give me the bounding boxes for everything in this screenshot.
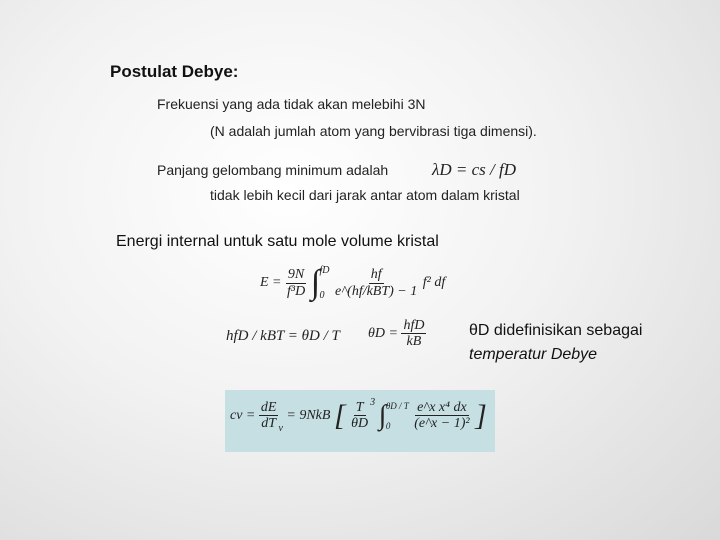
theta-den: kB bbox=[406, 334, 422, 350]
energy-coef-den: f³D bbox=[287, 283, 306, 299]
heading: Postulat Debye: bbox=[110, 62, 239, 81]
cv-integrand-num: e^x x⁴ dx bbox=[417, 399, 467, 415]
energy-coef-num: 9N bbox=[287, 267, 305, 283]
energy-equation bbox=[260, 265, 445, 301]
theta-num: hfD bbox=[403, 318, 425, 333]
cv-t-num: T bbox=[355, 399, 364, 415]
energy-lhs: E = bbox=[260, 275, 282, 291]
integral-sign-icon: ∫ bbox=[310, 264, 321, 301]
theta-lhs: θD = bbox=[368, 326, 398, 342]
cv-mid: = 9NkB bbox=[286, 408, 331, 423]
cv-derivative bbox=[259, 400, 279, 432]
postulate-line-1: Frekuensi yang ada tidak akan melebihi 3N bbox=[157, 96, 426, 112]
cv-dT: dT bbox=[261, 416, 277, 432]
energy-coef bbox=[285, 267, 307, 299]
cv-dE: dE bbox=[260, 399, 277, 415]
theta-equation bbox=[368, 318, 426, 350]
cv-integrand-den: (e^x − 1)² bbox=[414, 416, 470, 432]
energy-tail: f² df bbox=[422, 275, 446, 291]
cv-integral-sign-icon: ∫ bbox=[378, 399, 387, 431]
lambda-equation: λD = cs / fD bbox=[432, 160, 516, 179]
cv-integrand bbox=[412, 400, 471, 432]
cv-power: 3 bbox=[370, 397, 376, 408]
energy-integrand-num: hf bbox=[370, 267, 382, 283]
cv-equation bbox=[230, 397, 487, 434]
postulate-line-4: tidak lebih kecil dari jarak antar atom dalam kristal bbox=[210, 187, 520, 203]
cv-lower-limit: 0 bbox=[385, 420, 391, 431]
cv-t-ratio bbox=[349, 400, 370, 432]
energy-integrand bbox=[333, 267, 419, 299]
energy-lower-limit: 0 bbox=[319, 290, 325, 301]
section-heading: Energi internal untuk satu mole volume kristal bbox=[116, 233, 439, 250]
cv-subscript: v bbox=[278, 423, 283, 434]
theta-definition: θD didefinisikan sebagai bbox=[469, 322, 643, 339]
ratio-equation: hfD / kBT = θD / T bbox=[226, 328, 340, 344]
left-bracket-icon: [ bbox=[333, 398, 346, 432]
postulate-line-3: Panjang gelombang minimum adalah bbox=[157, 162, 389, 178]
cv-lhs: cv = bbox=[230, 408, 256, 423]
theta-definition-2: temperatur Debye bbox=[469, 346, 598, 363]
cv-upper-limit: θD / T bbox=[385, 400, 409, 411]
theta-fraction bbox=[401, 318, 426, 350]
right-bracket-icon: ] bbox=[475, 398, 487, 432]
energy-integrand-den: e^(hf/kBT) − 1 bbox=[335, 283, 418, 299]
energy-upper-limit: fD bbox=[319, 265, 330, 276]
postulate-line-2: (N adalah jumlah atom yang bervibrasi tiga dimensi). bbox=[210, 123, 537, 139]
cv-t-den: θD bbox=[351, 416, 369, 432]
